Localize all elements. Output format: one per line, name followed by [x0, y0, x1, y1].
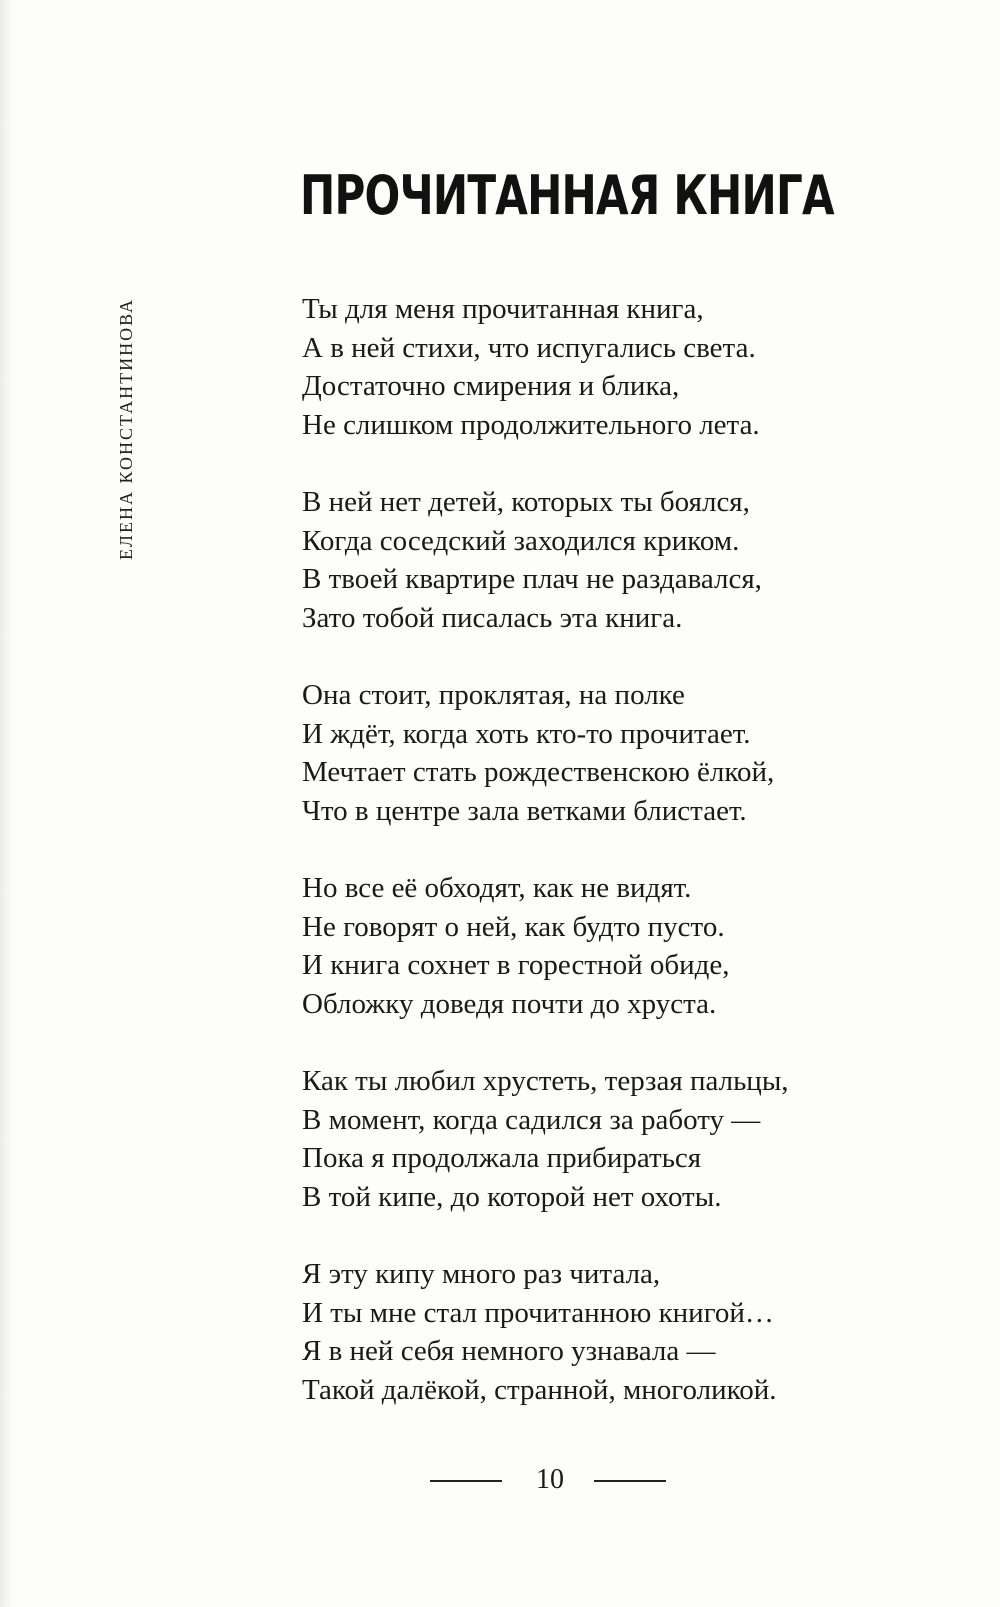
poem-line: Она стоит, проклятая, на полке [302, 679, 685, 711]
poem-line: Мечтает стать рождественскою ёлкой, [302, 756, 775, 788]
poem-line: И книга сохнет в горестной обиде, [302, 949, 730, 981]
poem-line: Я в ней себя немного узнавала — [302, 1335, 716, 1367]
poem-line: Я эту кипу много раз читала, [302, 1258, 661, 1290]
page-footer [430, 1460, 670, 1500]
poem-line: В той кипе, до которой нет охоты. [302, 1180, 722, 1213]
poem-line: Не слишком продолжительного лета. [302, 408, 760, 441]
poem-line: И ты мне стал прочитанною книгой… [302, 1296, 774, 1329]
poem-line: Пока я продолжала прибираться [302, 1142, 702, 1174]
poem-line: Когда соседский заходился криком. [302, 524, 740, 557]
author-running-head: ЕЛЕНА КОНСТАНТИНОВА [116, 298, 136, 560]
poem-title: ПРОЧИТАННАЯ КНИГА [300, 164, 834, 227]
poem-line: Как ты любил хрустеть, терзая пальцы, [302, 1065, 789, 1097]
footer-rule-right [594, 1480, 666, 1482]
poem-line: И ждёт, когда хоть кто-то прочитает. [302, 717, 751, 750]
poem-line: В ней нет детей, которых ты боялся, [302, 486, 750, 518]
stanza [302, 869, 842, 1023]
stanza [302, 483, 842, 637]
page-number: 10 [536, 1464, 564, 1495]
stanza [302, 676, 842, 830]
footer-rule-left [430, 1480, 502, 1482]
poem-line: Ты для меня прочитанная книга, [302, 293, 704, 325]
poem-line: В твоей квартире плач не раздавался, [302, 563, 762, 595]
poem-line: В момент, когда садился за работу — [302, 1103, 761, 1136]
page-gutter [0, 0, 14, 1607]
stanza [302, 1062, 842, 1216]
poem-line: Такой далёкой, странной, многоликой. [302, 1373, 777, 1406]
poem-line: Достаточно смирения и блика, [302, 370, 680, 402]
poem-line: Зато тобой писалась эта книга. [302, 601, 683, 634]
poem-line: А в ней стихи, что испугались света. [302, 331, 756, 364]
poem-line: Обложку доведя почти до хруста. [302, 987, 717, 1020]
poem-line: Что в центре зала ветками блистает. [302, 794, 747, 827]
poem-body [302, 290, 842, 1448]
poem-line: Но все её обходят, как не видят. [302, 872, 692, 904]
poem-line: Не говорят о ней, как будто пусто. [302, 910, 725, 943]
stanza [302, 1255, 842, 1409]
stanza [302, 290, 842, 444]
